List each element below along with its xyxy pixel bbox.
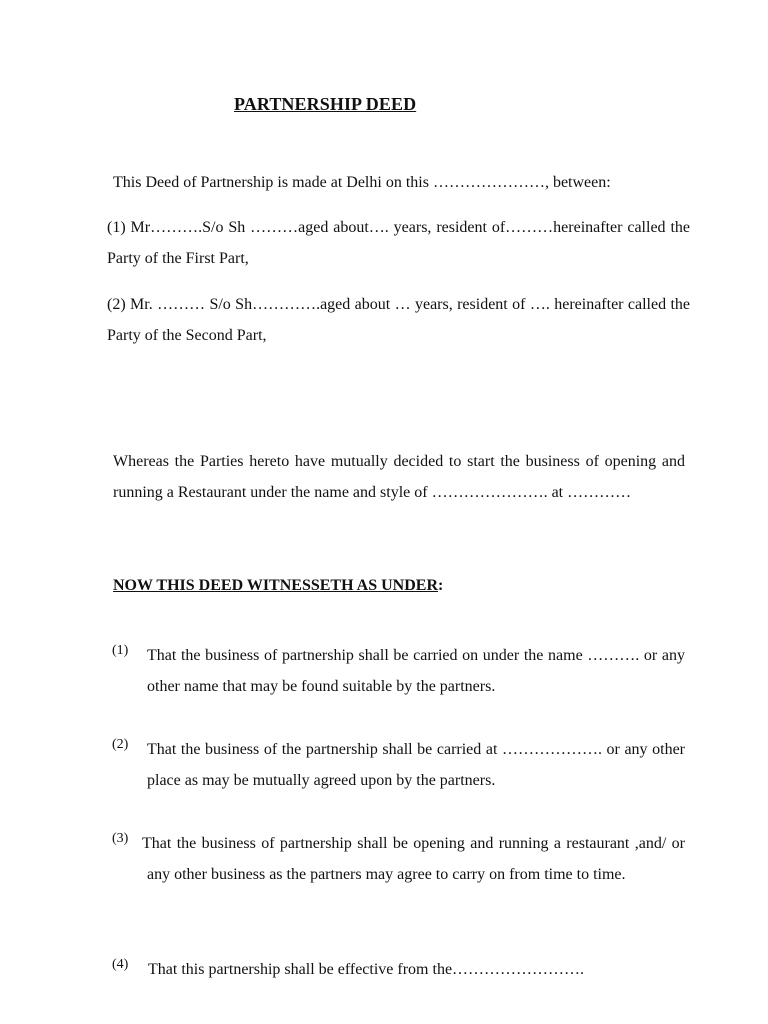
clause-number: (3) <box>112 831 129 846</box>
witnesseth-heading <box>113 577 443 595</box>
witnesseth-heading-text: NOW THIS DEED WITNESSETH AS UNDER <box>113 577 438 594</box>
intro-paragraph: This Deed of Partnership is made at Delhi on this …………………, between: <box>113 174 611 191</box>
document-title: PARTNERSHIP DEED <box>234 94 417 114</box>
party-two-paragraph: (2) Mr. ……… S/o Sh………….aged about … years, resident of …. hereinafter called the Party of the Second Part, <box>107 296 690 344</box>
clause-2 <box>112 734 685 796</box>
witnesseth-heading-colon: : <box>438 577 444 594</box>
clause-number: (4) <box>112 957 129 972</box>
clause-text: That the business of the partnership shall be carried at ………………. or any other place as may be mutually agreed upon by the partners. <box>147 741 685 789</box>
party-one-paragraph: (1) Mr……….S/o Sh ………aged about…. years, resident of………hereinafter called the Party of the First Part, <box>107 219 690 267</box>
clause-text: That this partnership shall be effective from the……………………. <box>148 961 585 978</box>
clause-number: (1) <box>112 643 129 658</box>
clause-text: That the business of partnership shall be carried on under the name ………. or any other name that may be found suitable by the partners. <box>147 647 685 695</box>
clause-3 <box>112 828 685 890</box>
clause-1 <box>112 640 685 702</box>
clause-text: That the business of partnership shall be opening and running a restaurant ,and/ or any other business as the partners may agree to carry on from time to time. <box>142 835 685 883</box>
clause-4 <box>112 954 685 985</box>
clause-number: (2) <box>112 737 129 752</box>
whereas-paragraph: Whereas the Parties hereto have mutually decided to start the business of opening and running a Restaurant under the name and style of …………………. at ………… <box>113 453 685 501</box>
